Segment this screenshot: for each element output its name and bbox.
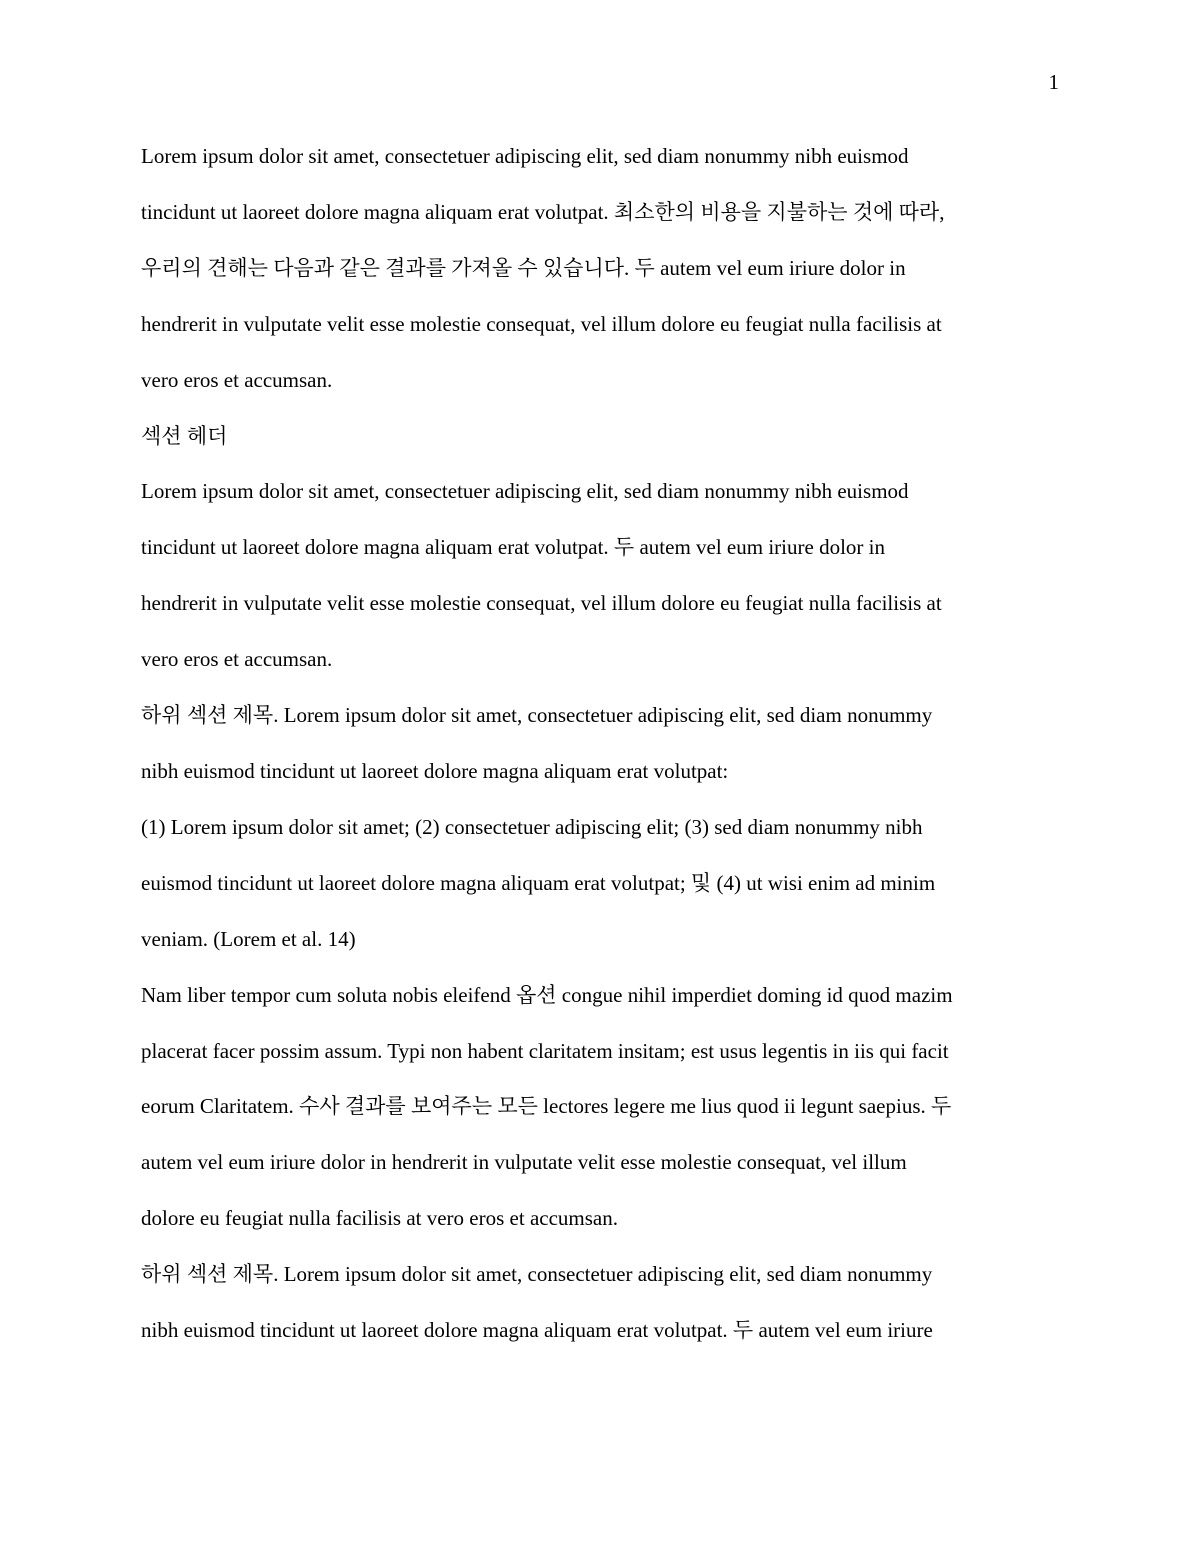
text-line: hendrerit in vulputate velit esse molestie consequat, vel illum dolore eu feugiat nulla facilisis at	[141, 591, 942, 616]
text-line: (1) Lorem ipsum dolor sit amet; (2) consectetuer adipiscing elit; (3) sed diam nonummy nibh	[141, 814, 923, 839]
text-line: placerat facer possim assum. Typi non habent claritatem insitam; est usus legentis in iis qui facit	[141, 1038, 949, 1063]
text-line: hendrerit in vulputate velit esse molestie consequat, vel illum dolore eu feugiat nulla facilisis at	[141, 311, 942, 336]
text-line: tincidunt ut laoreet dolore magna aliquam erat volutpat. 두 autem vel eum iriure dolor in	[141, 535, 885, 560]
block-quote	[141, 800, 1061, 968]
text-line: veniam. (Lorem et al. 14)	[141, 926, 356, 951]
text-line: vero eros et accumsan.	[141, 367, 333, 392]
text-line: 하위 섹션 제목. Lorem ipsum dolor sit amet, consectetuer adipiscing elit, sed diam nonummy	[141, 703, 933, 728]
text-line: Lorem ipsum dolor sit amet, consectetuer adipiscing elit, sed diam nonummy nibh euismod	[141, 479, 909, 504]
text-line: eorum Claritatem. 수사 결과를 보여주는 모든 lectores legere me lius quod ii legunt saepius. 두	[141, 1094, 952, 1119]
text-line: 하위 섹션 제목. Lorem ipsum dolor sit amet, consectetuer adipiscing elit, sed diam nonummy	[141, 1262, 933, 1287]
text-line: autem vel eum iriure dolor in hendrerit in vulputate velit esse molestie consequat, vel illum	[141, 1150, 907, 1175]
subsection-paragraph	[141, 1247, 1061, 1359]
section-heading-text: 섹션 헤더	[141, 423, 228, 448]
page-number: 1	[1048, 70, 1059, 94]
body-paragraph	[141, 968, 1061, 1248]
text-line: euismod tincidunt ut laoreet dolore magna aliquam erat volutpat; 및 (4) ut wisi enim ad minim	[141, 870, 936, 895]
section-paragraph	[141, 464, 1061, 688]
text-line: Nam liber tempor cum soluta nobis eleifend 옵션 congue nihil imperdiet doming id quod mazim	[141, 982, 953, 1007]
text-line: dolore eu feugiat nulla facilisis at vero eros et accumsan.	[141, 1206, 618, 1231]
section-heading	[141, 409, 1061, 465]
text-line: vero eros et accumsan.	[141, 647, 333, 672]
text-line: 우리의 견해는 다음과 같은 결과를 가져올 수 있습니다. 두 autem vel eum iriure dolor in	[141, 255, 906, 280]
text-line: tincidunt ut laoreet dolore magna aliquam erat volutpat. 최소한의 비용을 지불하는 것에 따라,	[141, 199, 945, 224]
text-line: nibh euismod tincidunt ut laoreet dolore magna aliquam erat volutpat. 두 autem vel eum iriure	[141, 1318, 933, 1343]
intro-paragraph	[141, 129, 1061, 409]
text-line: Lorem ipsum dolor sit amet, consectetuer adipiscing elit, sed diam nonummy nibh euismod	[141, 144, 909, 168]
subsection-paragraph	[141, 688, 1061, 800]
document-body	[141, 129, 1061, 1359]
text-line: nibh euismod tincidunt ut laoreet dolore magna aliquam erat volutpat:	[141, 758, 729, 783]
